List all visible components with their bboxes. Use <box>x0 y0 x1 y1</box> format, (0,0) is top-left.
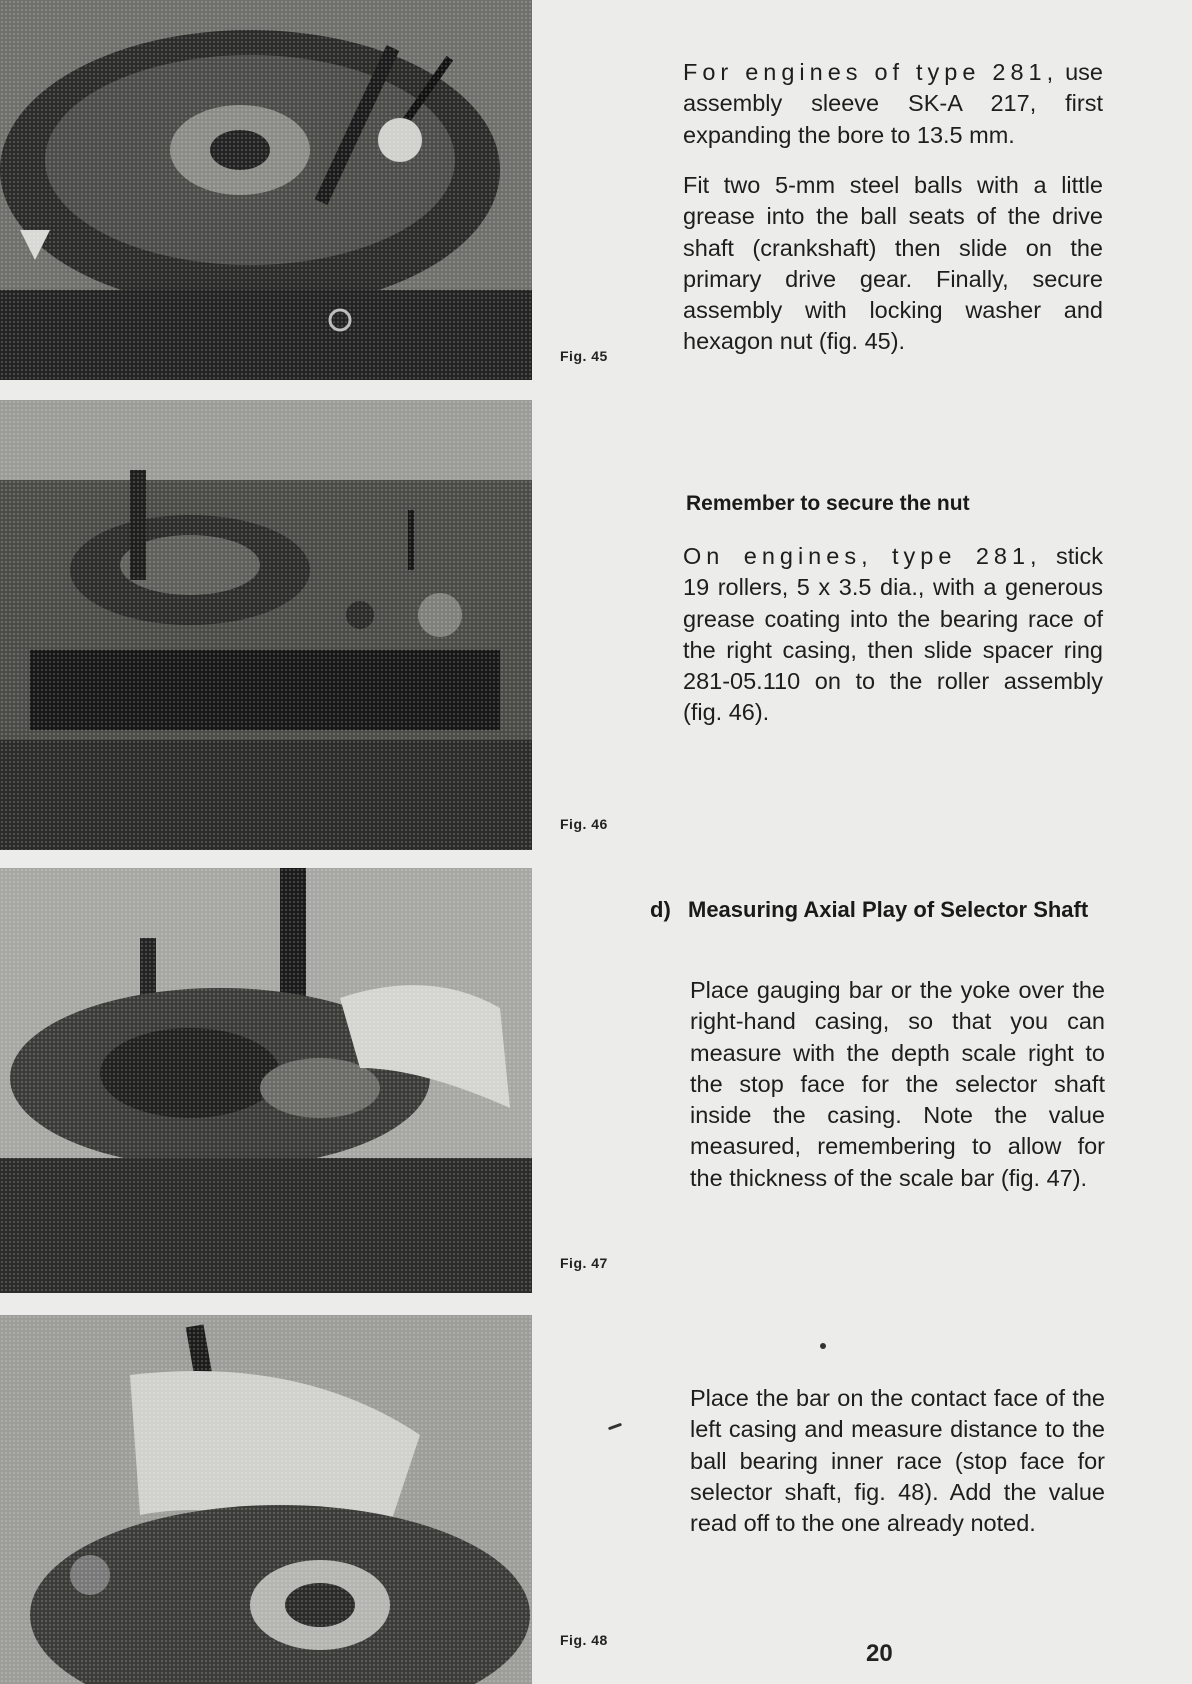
paragraph-contact-face: Place the bar on the contact face of the left casing and measure distance to the ball bearing inner race (stop face for selector shaft, fig. 48). Add the value read off to the one already noted. <box>690 1385 1105 1537</box>
print-speck <box>820 1343 826 1349</box>
figure-label-46: Fig. 46 <box>560 816 608 832</box>
paragraph-assembly-sleeve <box>683 57 1103 151</box>
figure-label-47: Fig. 47 <box>560 1255 608 1271</box>
paragraph-body-text: use assembly sleeve SK-A 217, first expanding the bore to 13.5 mm. <box>683 59 1103 148</box>
photo-fig-45 <box>0 0 532 380</box>
figure-label-45: Fig. 45 <box>560 348 608 364</box>
paragraph-lead-text: For engines of type 281, <box>683 59 1059 85</box>
figure-label-48: Fig. 48 <box>560 1632 608 1648</box>
section-marker: d) <box>650 897 671 922</box>
engine-casing-illustration <box>0 1315 532 1684</box>
page-number: 20 <box>866 1640 893 1667</box>
paragraph-rollers <box>683 541 1103 729</box>
photo-fig-47 <box>0 868 532 1293</box>
photo-fig-46 <box>0 400 532 850</box>
paragraph-body-text: stick 19 rollers, 5 x 3.5 dia., with a generous grease coating into the bearing race of the right casing, then slide spacer ring 281-05.110 on to the roller assembly (fig. 46). <box>683 543 1103 726</box>
photo-fig-48 <box>0 1315 532 1684</box>
heading-measuring-axial-play: Measuring Axial Play of Selector Shaft <box>688 897 1089 922</box>
engine-casing-illustration <box>0 0 532 380</box>
paragraph-gauging-bar: Place gauging bar or the yoke over the right-hand casing, so that you can measure with the depth scale right to the stop face for the selector shaft inside the casing. Note the value measured, remembering to allow for the thickness of the scale bar (fig. 47). <box>690 977 1105 1191</box>
paragraph-steel-balls: Fit two 5-mm steel balls with a little grease into the ball seats of the drive shaft (crankshaft) then slide on the primary drive gear. Finally, secure assembly with locking washer and hexagon nut (fig. 45). <box>683 172 1103 355</box>
engine-casing-illustration <box>0 868 532 1293</box>
paragraph-lead-text: On engines, type 281, <box>683 543 1042 569</box>
engine-casing-illustration <box>0 400 532 850</box>
heading-remember-secure-nut: Remember to secure the nut <box>686 492 970 515</box>
print-speck <box>608 1423 622 1431</box>
